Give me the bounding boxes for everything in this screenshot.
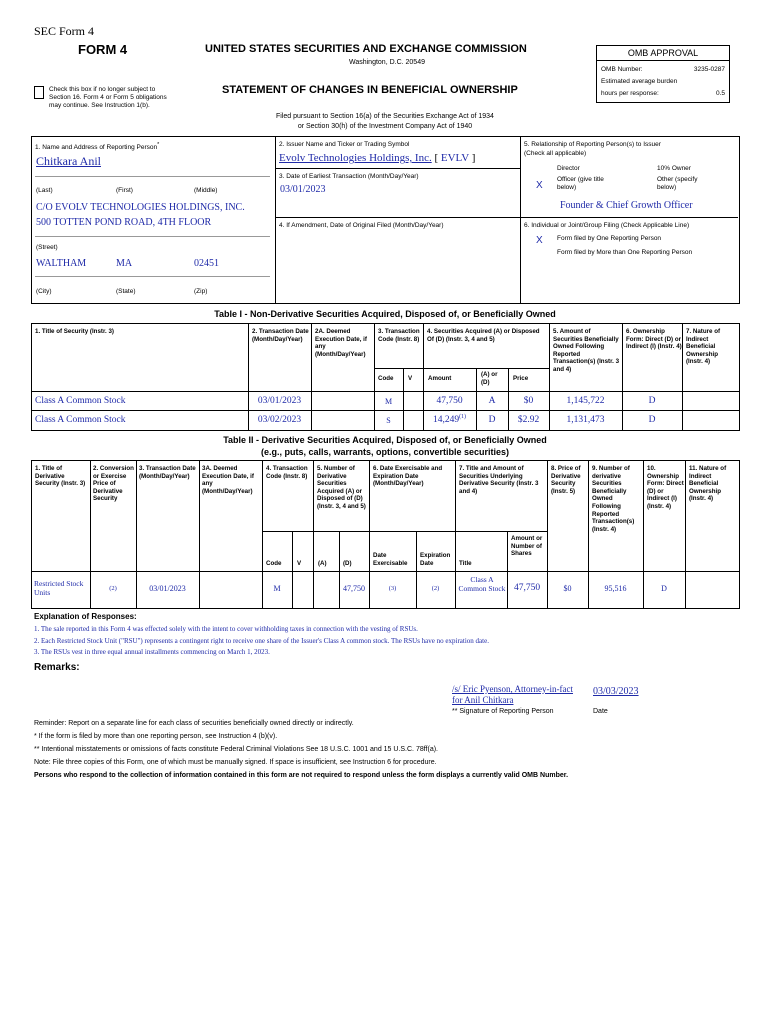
t1-row2-owned: 1,131,473 bbox=[566, 415, 605, 425]
footer-multiple-persons: * If the form is filed by more than one reporting person, see Instruction 4 (b)(v). bbox=[34, 733, 278, 740]
t1-row2-date: 03/02/2023 bbox=[257, 415, 302, 425]
t2-sub-expiration: Expiration Date bbox=[420, 552, 451, 567]
t1-row1-form: D bbox=[648, 396, 656, 406]
t2-col-date: 3. Transaction Date (Month/Day/Year) bbox=[139, 465, 196, 480]
city-value: WALTHAM bbox=[36, 258, 87, 269]
table2-subtitle: (e.g., puts, calls, warrants, options, convertible securities) bbox=[260, 447, 510, 457]
footer-omb-notice: Persons who respond to the collection of information contained in this form are not required to respond unless the form displays a currently valid OMB Number. bbox=[34, 772, 569, 779]
t2-row-title: Restricted Stock Units bbox=[34, 579, 84, 597]
address-line-1: C/O EVOLV TECHNOLOGIES HOLDINGS, INC. bbox=[36, 202, 245, 213]
filed-by-more-option[interactable]: Form filed by More than One Reporting Person bbox=[557, 249, 693, 256]
issuer-ticker: EVLV bbox=[440, 152, 469, 164]
footer-note: Note: File three copies of this Form, one of which must be manually signed. If space is insufficient, see Instruction 6 for procedure. bbox=[34, 759, 437, 766]
t2-col-owned: 9. Number of derivative Securities Beneficially Owned Following Reported Transaction(s) (Instr. 4) bbox=[592, 465, 635, 533]
t2-col-conversion: 2. Conversion or Exercise Price of Derivative Security bbox=[93, 465, 134, 503]
t2-row-exercisable[interactable]: (3) bbox=[388, 585, 397, 592]
zip-label: (Zip) bbox=[194, 288, 208, 295]
t1-sub-code: Code bbox=[378, 375, 394, 382]
t1-row2-price: $2.92 bbox=[517, 415, 540, 425]
t2-row-form: D bbox=[661, 584, 667, 593]
t1-row1-price: $0 bbox=[523, 396, 534, 406]
t2-col-form: 10. Ownership Form: Direct (D) or Indirect (I) (Instr. 4) bbox=[647, 465, 684, 510]
director-option[interactable]: Director bbox=[557, 165, 580, 172]
t2-row-conversion[interactable]: (2) bbox=[109, 585, 117, 592]
last-label: (Last) bbox=[36, 187, 53, 194]
date-label: Date bbox=[593, 708, 608, 715]
t1-col-securities: 4. Securities Acquired (A) or Disposed Of (D) (Instr. 3, 4 and 5) bbox=[427, 328, 540, 343]
t2-col-price: 8. Price of Derivative Security (Instr. 5) bbox=[551, 465, 581, 495]
other-option[interactable]: Other (specify below) bbox=[657, 176, 698, 191]
t2-sub-code: Code bbox=[266, 560, 282, 567]
t2-col-deemed: 3A. Deemed Execution Date, if any (Month/Day/Year) bbox=[202, 465, 254, 495]
explanation-item-3: 3. The RSUs vest in three equal annual installments commencing on March 1, 2023. bbox=[34, 648, 270, 656]
omb-number-label: OMB Number: bbox=[601, 66, 643, 73]
amendment-label: 4. If Amendment, Date of Original Filed (Month/Day/Year) bbox=[279, 222, 444, 229]
reporting-person-name[interactable]: Chitkara Anil bbox=[36, 154, 101, 168]
sec-form-label: SEC Form 4 bbox=[34, 24, 95, 38]
omb-hours-value: 0.5 bbox=[715, 90, 725, 97]
signature: /s/ Eric Pyenson, Attorney-in-fact for Anil Chitkara bbox=[452, 684, 573, 705]
city-label: (City) bbox=[36, 288, 52, 295]
earliest-transaction-date: 03/01/2023 bbox=[280, 184, 326, 195]
issuer-label: 2. Issuer Name and Ticker or Trading Symbol bbox=[279, 141, 410, 148]
t2-row-disposed: 47,750 bbox=[343, 584, 365, 593]
officer-option[interactable]: Officer (give title below) bbox=[557, 176, 604, 191]
omb-title: OMB APPROVAL bbox=[597, 46, 729, 61]
state-label: (State) bbox=[116, 288, 136, 295]
t2-col-code: 4. Transaction Code (Instr. 8) bbox=[266, 465, 308, 480]
table2-title: Table II - Derivative Securities Acquired, Disposed of, or Beneficially Owned bbox=[223, 435, 547, 445]
t2-sub-title: Title bbox=[459, 560, 472, 567]
t1-col-code: 3. Transaction Code (Instr. 8) bbox=[378, 328, 420, 343]
t1-sub-amount: Amount bbox=[428, 375, 452, 382]
t2-row-date: 03/01/2023 bbox=[149, 584, 186, 593]
t1-col-nature: 7. Nature of Indirect Beneficial Ownership (Instr. 4) bbox=[686, 328, 721, 366]
t1-row2-title: Class A Common Stock bbox=[35, 415, 126, 425]
omb-burden-label: Estimated average burden bbox=[601, 78, 678, 85]
remarks-heading: Remarks: bbox=[34, 662, 80, 673]
reporting-person-label: 1. Name and Address of Reporting Person* bbox=[35, 142, 160, 152]
t1-col-form: 6. Ownership Form: Direct (D) or Indirect (I) (Instr. 4) bbox=[626, 328, 682, 351]
state-value: MA bbox=[116, 258, 133, 269]
ten-percent-owner-option[interactable]: 10% Owner bbox=[657, 165, 691, 172]
t2-col-title: 1. Title of Derivative Security (Instr. 3) bbox=[35, 465, 86, 488]
middle-label: (Middle) bbox=[194, 187, 218, 194]
t1-row2-amount-cell bbox=[423, 414, 476, 425]
t1-row1-date: 03/01/2023 bbox=[257, 396, 302, 406]
t1-row2-form: D bbox=[648, 415, 656, 425]
earliest-transaction-label: 3. Date of Earliest Transaction (Month/Day/Year) bbox=[279, 173, 419, 180]
t1-row2-code: S bbox=[386, 416, 391, 425]
filing-label: 6. Individual or Joint/Group Filing (Check Applicable Line) bbox=[524, 222, 690, 229]
t2-sub-amount: Amount or Number of Shares bbox=[511, 535, 543, 558]
explanation-item-2: 2. Each Restricted Stock Unit ("RSU") represents a contingent right to receive one share of the Issuer's Class A common stock. The RSUs have no expiration date. bbox=[34, 637, 489, 645]
filed-pursuant-2: or Section 30(h) of the Investment Company Act of 1940 bbox=[297, 123, 473, 130]
table1-title: Table I - Non-Derivative Securities Acquired, Disposed of, or Beneficially Owned bbox=[214, 309, 556, 319]
t1-row2-footnote[interactable]: (1) bbox=[459, 414, 467, 420]
t1-col-title: 1. Title of Security (Instr. 3) bbox=[35, 328, 114, 335]
t2-sub-exercisable: Date Exercisable bbox=[373, 552, 408, 567]
t1-row2-amount: 14,249 bbox=[432, 415, 460, 426]
officer-title: Founder & Chief Growth Officer bbox=[560, 200, 693, 211]
agency-title: UNITED STATES SECURITIES AND EXCHANGE COMMISSION bbox=[205, 43, 527, 55]
t2-col-nature: 11. Nature of Indirect Beneficial Ownership (Instr. 4) bbox=[689, 465, 727, 503]
agency-location: Washington, D.C. 20549 bbox=[348, 59, 425, 66]
filed-by-one-option[interactable]: Form filed by One Reporting Person bbox=[557, 235, 662, 242]
t1-row1-owned: 1,145,722 bbox=[566, 396, 605, 406]
t2-row-expiration[interactable]: (2) bbox=[431, 585, 440, 592]
t2-row-price: $0 bbox=[563, 584, 572, 593]
t2-col-number: 5. Number of Derivative Securities Acquired (A) or Disposed of (D) (Instr. 3, 4 and 5) bbox=[317, 465, 366, 510]
signature-date: 03/03/2023 bbox=[593, 686, 639, 697]
t1-row1-code: M bbox=[384, 397, 393, 406]
t2-row-underlying-amount: 47,750 bbox=[513, 583, 541, 593]
t2-row-owned: 95,516 bbox=[604, 584, 627, 593]
checkbox-text: Check this box if no longer subject to Section 16. Form 4 or Form 5 obligations may continue. See Instruction 1(b). bbox=[49, 86, 167, 109]
statement-title: STATEMENT OF CHANGES IN BENEFICIAL OWNERSHIP bbox=[222, 84, 518, 96]
no-longer-subject-checkbox[interactable] bbox=[34, 86, 44, 99]
t2-sub-d: (D) bbox=[343, 560, 352, 567]
omb-approval-box bbox=[596, 45, 730, 103]
street-label: (Street) bbox=[36, 244, 58, 251]
relationship-label: 5. Relationship of Reporting Person(s) to Issuer bbox=[524, 141, 661, 148]
footer-reminder: Reminder: Report on a separate line for each class of securities beneficially owned directly or indirectly. bbox=[34, 720, 354, 727]
t1-col-deemed: 2A. Deemed Execution Date, if any (Month/Day/Year) bbox=[315, 328, 367, 358]
t1-col-date: 2. Transaction Date (Month/Day/Year) bbox=[252, 328, 309, 343]
explanation-item-1: 1. The sale reported in this Form 4 was effected solely with the intent to cover withholding taxes in connection with the vesting of RSUs. bbox=[34, 625, 418, 633]
issuer-name[interactable]: Evolv Technologies Holdings, Inc. bbox=[279, 152, 432, 164]
address-line-2: 500 TOTTEN POND ROAD, 4TH FLOOR bbox=[36, 217, 212, 228]
t1-sub-aord: (A) or (D) bbox=[481, 371, 498, 386]
t1-row1-title: Class A Common Stock bbox=[35, 396, 126, 406]
issuer-line: Evolv Technologies Holdings, Inc. [ EVLV ] bbox=[279, 152, 476, 164]
t1-col-owned: 5. Amount of Securities Beneficially Owned Following Reported Transaction(s) (Instr. 3 and 4) bbox=[553, 328, 620, 373]
explanation-heading: Explanation of Responses: bbox=[34, 612, 137, 621]
t2-sub-v: V bbox=[297, 560, 302, 567]
t2-col-underlying: 7. Title and Amount of Securities Underlying Derivative Security (Instr. 3 and 4) bbox=[459, 465, 539, 495]
form-title: FORM 4 bbox=[78, 42, 128, 57]
t1-sub-price: Price bbox=[513, 375, 529, 382]
t1-row2-aord: D bbox=[488, 415, 496, 425]
omb-hours-label: hours per response: bbox=[601, 90, 659, 97]
filed-pursuant-1: Filed pursuant to Section 16(a) of the Securities Exchange Act of 1934 bbox=[276, 113, 494, 120]
relationship-sublabel: (Check all applicable) bbox=[524, 150, 587, 157]
zip-value: 02451 bbox=[194, 258, 219, 269]
omb-number-value: 3235-0287 bbox=[693, 66, 725, 73]
signature-label: ** Signature of Reporting Person bbox=[452, 708, 554, 715]
t1-sub-v: V bbox=[408, 375, 413, 382]
first-label: (First) bbox=[116, 187, 133, 194]
t1-row1-amount: 47,750 bbox=[436, 396, 463, 406]
t2-sub-a: (A) bbox=[318, 560, 327, 567]
officer-check-mark[interactable]: X bbox=[536, 180, 543, 191]
footer-misstatements: ** Intentional misstatements or omissions of facts constitute Federal Criminal Violations See 18 U.S.C. 1001 and 15 U.S.C. 78ff(a). bbox=[34, 746, 438, 753]
t2-row-code: M bbox=[273, 584, 281, 593]
one-person-check-mark[interactable]: X bbox=[536, 235, 543, 246]
t2-col-exercisable: 6. Date Exercisable and Expiration Date (Month/Day/Year) bbox=[373, 465, 443, 488]
t1-row1-aord: A bbox=[488, 396, 496, 406]
t2-row-underlying-title: Class A Common Stock bbox=[458, 575, 506, 593]
